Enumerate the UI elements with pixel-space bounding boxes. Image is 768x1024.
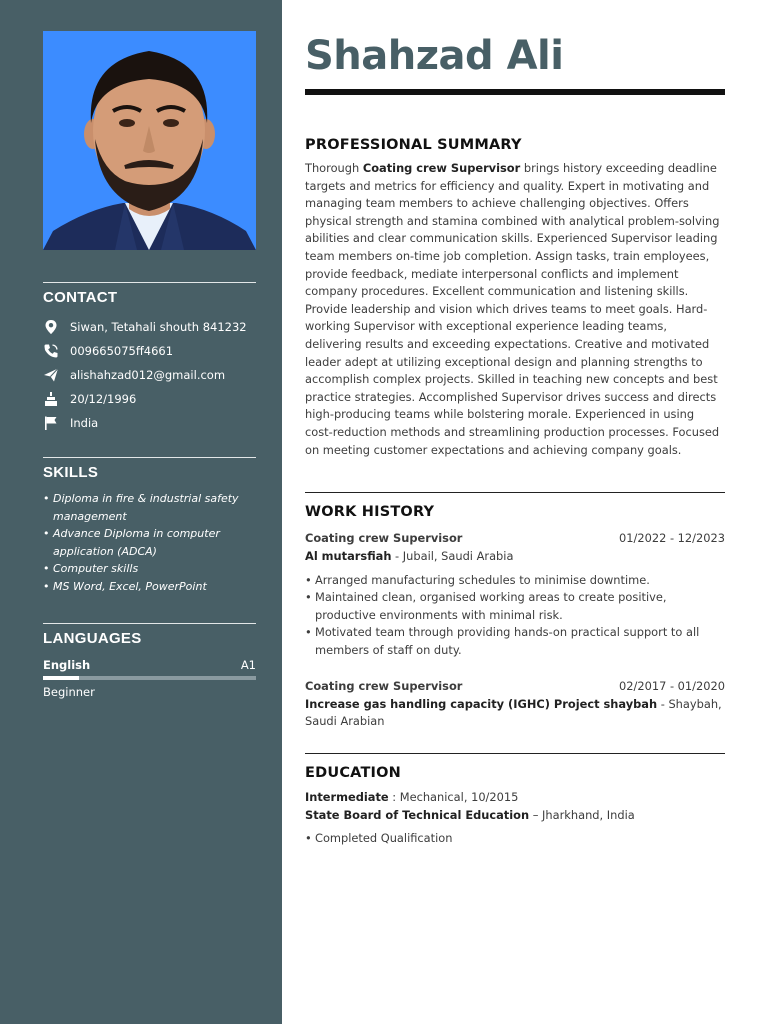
cake-icon [43, 391, 59, 407]
skill-item: • Computer skills [43, 560, 256, 578]
job-dates: 01/2022 - 12/2023 [619, 531, 725, 545]
candidate-name: Shahzad Ali [305, 33, 564, 79]
divider [305, 753, 725, 754]
job-bullet: • Maintained clean, organised working areas to create positive, productive environments with minimal risk. [305, 589, 725, 624]
job-bullets [305, 572, 725, 660]
contact-section [43, 282, 256, 439]
sidebar [0, 0, 282, 1024]
summary-heading: PROFESSIONAL SUMMARY [305, 137, 522, 153]
language-row [43, 658, 256, 676]
contact-text: 20/12/1996 [70, 392, 137, 406]
degree-name: Intermediate [305, 790, 389, 804]
job-bullet: • Arranged manufacturing schedules to minimise downtime. [305, 572, 725, 590]
summary-lead: Thorough [305, 161, 363, 175]
education-degree [305, 789, 725, 807]
summary-body: brings history exceeding deadline targets and metrics for efficiency and quality. Expert in motivating and managing team members to achieve challenging objectives. Offers physical strength and stamina combined with analytical problem-solving abilities and clear communication skills. Experienced Supervisor leading team members on-time job completion. Assign tasks, train employees, provide feedback, mediate interpersonal conflicts and implement company procedures. Excellent communication and listening skills. Provide leadership and vision which drives teams to meet goals. Hard-working Supervisor with exceptional experience leading teams, delivering results and exceeding expectations. Creative and motivated leader adept at utilizing exceptional design and planning strengths to accomplish complex projects. Skilled in teaching new concepts and best practice strategies. Accomplished Supervisor drives success and directs high-producing teams while bolstering morale. Experienced in using cost-reduction methods and streamlining production processes. Focused on meeting customer expectations and achieving company goals. [305, 161, 720, 457]
divider [43, 623, 256, 624]
job-employer [305, 696, 725, 731]
job-company: Al mutarsfiah [305, 549, 392, 563]
person-portrait-icon [43, 31, 256, 250]
job-employer [305, 548, 725, 566]
education-heading: EDUCATION [305, 765, 402, 781]
education-bullet: • Completed Qualification [305, 830, 725, 848]
skills-heading: SKILLS [43, 464, 99, 481]
contact-text: 009665075ff4661 [70, 344, 174, 358]
summary-text [305, 160, 725, 459]
school-name: State Board of Technical Education [305, 807, 530, 822]
contact-address [43, 319, 256, 343]
education-school [305, 807, 725, 825]
job-title: Coating crew Supervisor [305, 678, 463, 693]
language-proficiency-fill [43, 676, 79, 680]
location-pin-icon [43, 319, 59, 335]
language-level: A1 [240, 658, 256, 672]
contact-text: India [70, 416, 99, 430]
language-description: Beginner [43, 685, 95, 699]
skills-list [43, 490, 256, 595]
flag-icon [43, 415, 59, 431]
contact-phone [43, 343, 256, 367]
contact-nationality [43, 415, 256, 439]
summary-role: Coating crew Supervisor [362, 161, 521, 175]
skill-item: • Diploma in fire & industrial safety management [43, 490, 256, 525]
languages-section [43, 623, 256, 699]
job-entry [305, 678, 725, 731]
skill-item: • Advance Diploma in computer application (ADCA) [43, 525, 256, 560]
education-section [305, 753, 725, 848]
language-proficiency-bar [43, 676, 256, 680]
skill-item: • MS Word, Excel, PowerPoint [43, 578, 256, 596]
work-history-heading: WORK HISTORY [305, 504, 435, 520]
send-icon [43, 367, 59, 383]
job-company: Increase gas handling capacity (IGHC) Project shaybah [305, 696, 658, 711]
job-title: Coating crew Supervisor [305, 531, 463, 545]
language-name: English [43, 658, 91, 672]
skills-section [43, 457, 256, 595]
contact-text: alishahzad012@gmail.com [70, 368, 226, 382]
work-history-section [305, 492, 725, 731]
summary-section [305, 126, 725, 459]
education-bullets [305, 830, 725, 848]
contact-birthdate [43, 391, 256, 415]
divider [43, 282, 256, 283]
phone-icon [43, 343, 59, 359]
job-location: - Shaybah, Saudi Arabian [305, 696, 722, 729]
job-entry [305, 530, 725, 660]
name-underline [305, 89, 725, 95]
contact-email [43, 367, 256, 391]
contact-heading: CONTACT [43, 289, 118, 306]
degree-field: : Mechanical, 10/2015 [388, 790, 519, 804]
divider [305, 492, 725, 493]
divider [43, 457, 256, 458]
contact-text: Siwan, Tetahali shouth 841232 [70, 320, 247, 334]
job-bullet: • Motivated team through providing hands-on practical support to all members of staff on duty. [305, 624, 725, 659]
job-location: - Jubail, Saudi Arabia [391, 549, 514, 563]
languages-heading: LANGUAGES [43, 630, 142, 647]
school-location: – Jharkhand, India [529, 807, 635, 822]
job-dates: 02/2017 - 01/2020 [619, 678, 725, 693]
profile-photo [43, 31, 256, 250]
